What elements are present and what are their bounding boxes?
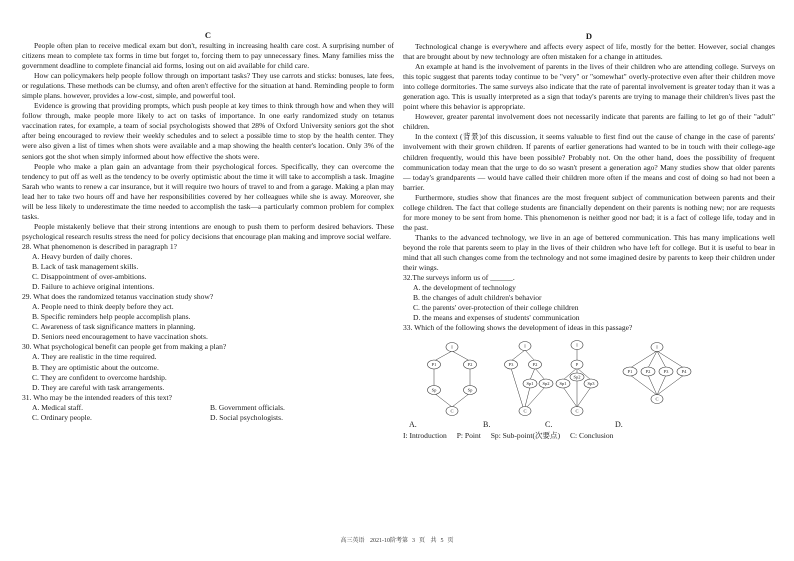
diagram-a-label-i: I: [451, 344, 453, 350]
diagram-a-label-p2: P2: [467, 362, 473, 368]
diagram-d-option-label: D.: [615, 420, 623, 430]
diagram-a-option-label: A.: [409, 420, 417, 430]
passage-d-paragraph-5: Furthermore, studies show that finances are the most frequent subject of communication between parents and their college children. The fact that college students are financially dependent on their parents is nothing new; nor are requests for more money to be sent from home. This phenomenon is neither good nor bad; it is a fact of college life, today and in the past.: [403, 192, 775, 232]
footer-course: 高三英语: [340, 538, 365, 544]
question-29-option-c: C. Awareness of task significance matters in planning.: [32, 322, 196, 332]
question-29-stem: 29. What does the randomized tetanus vaccination study show?: [22, 292, 214, 302]
diagram-a-svg: [417, 335, 487, 425]
passage-c-paragraph-5: People mistakenly believe that their strong intentions are enough to push them to perform desired behaviors. These psychological research results stress the need for policy decisions that encourage plan making and improve social welfare.: [22, 221, 394, 241]
diagram-c: [553, 335, 603, 428]
question-29-option-b: B. Specific reminders help people accomplish plans.: [32, 312, 191, 322]
section-d-heading: D: [585, 31, 593, 41]
diagram-b: [497, 335, 557, 428]
diagram-b-label-sp2: Sp2: [542, 381, 550, 387]
question-28-option-a: A. Heavy burden of daily chores.: [32, 251, 133, 261]
diagram-b-label-sp1: Sp1: [526, 381, 534, 387]
question-33-diagrams: [403, 335, 775, 443]
diagram-d: [619, 335, 699, 428]
footer-total-number: 5: [440, 538, 444, 544]
question-31-option-d: D. Social psychologists.: [210, 412, 283, 422]
question-30-option-b: B. They are optimistic about the outcome.: [32, 362, 159, 372]
footer-total-label: 共: [430, 538, 437, 544]
diagram-b-label-c: C: [523, 408, 527, 414]
passage-c-column: [22, 30, 394, 423]
passage-c-paragraph-3: Evidence is growing that providing prompts, which push people at key times to think through how and when they will follow through, make people more likely to act on tasks of importance. In one early randomized study on tetanus vaccination rates, for example, a team of social psychologists showed that 28% of Oxford University seniors got the shot after being encouraged to review their weekly schedules and to select a possible time to stop by the health center. They were also given a list of times when shots were available and a map showing the health center's location. Only 3% of the seniors got the shot when simply informed about how effective the shots were.: [22, 101, 394, 161]
diagram-c-option-label: C.: [545, 420, 553, 430]
footer-page-number: 3: [411, 538, 415, 544]
diagram-d-label-p4: P4: [681, 369, 687, 375]
diagram-b-label-i: I: [524, 343, 526, 349]
question-31-option-b: B. Government officials.: [210, 402, 285, 412]
diagram-c-svg: [553, 335, 603, 425]
question-28-stem: 28. What phenomenon is described in paragraph 1?: [22, 241, 177, 251]
question-32-option-a: A. the development of technology: [413, 283, 516, 293]
passage-d-paragraph-2: An example at hand is the involvement of parents in the lives of their children who are attending college. Surveys on this topic suggest that parents today continue to be "very" or "somewhat" overly-protective even after their children move into college dormitories. The same surveys also indicate that the rate of parental involvement is greater today than it was a generation ago. This is usually interpreted as a sign that today's parents are trying to manage their children's lives past the point where this behavior is appropriate.: [403, 62, 775, 112]
diagram-a-label-c: C: [450, 408, 454, 414]
question-28-option-b: B. Lack of task management skills.: [32, 262, 139, 272]
question-32-stem: 32.The surveys inform us of ______.: [403, 273, 515, 283]
question-30-option-d: D. They are careful with task arrangements.: [32, 382, 165, 392]
passage-d-paragraph-6: Thanks to the advanced technology, we live in an age of bettered communication. This has many implications well beyond the role that parents seem to play in the lives of their children who have left for college. But it is useful to bear in mind that all such changes come from the technology and not some imagined desire by parents to keep their children under their wings.: [403, 232, 775, 273]
passage-d-column: [403, 31, 775, 443]
diagram-b-option-label: B.: [483, 420, 491, 430]
diagram-d-label-p1: P1: [627, 369, 633, 375]
diagram-d-label-c: C: [655, 396, 659, 402]
diagram-a-label-sp-right: Sp: [467, 387, 473, 393]
diagram-d-label-p2: P2: [645, 369, 651, 375]
passage-d-paragraph-3: However, greater parental involvement does not necessarily indicate that parents are failing to let go of their "adult" children.: [403, 112, 775, 132]
question-30-stem: 30. What psychological benefit can people get from making a plan?: [22, 342, 227, 352]
passage-d-paragraph-4: In the context (背景)of this discussion, it seems valuable to first find out the cause of change in the case of parents' involvement with their grown children. If parents of earlier generations had wanted to be in touch with their college-age children frequently, would this have been possible? Probably not. On the other hand, does the possibility of frequent communication today mean that the urge to do so wasn't present a generation ago? Many studies show that older parents — today's grandparents — would have called their children more often if the means and cost of doing so had not been a barrier.: [403, 132, 775, 192]
question-31-option-a: A. Medical staff.: [32, 402, 83, 412]
diagram-c-label-p: P: [575, 362, 579, 368]
diagram-c-label-c: C: [575, 408, 579, 414]
diagram-c-label-i: I: [576, 342, 578, 348]
question-29-option-a: A. People need to think deeply before they act.: [32, 302, 174, 312]
diagram-b-label-p2: P2: [532, 362, 538, 368]
diagram-d-label-i: I: [656, 344, 658, 350]
legend-conclusion: C: Conclusion: [570, 431, 614, 441]
diagram-c-label-sp2: Sp2: [573, 374, 581, 380]
diagram-d-svg: [619, 335, 699, 425]
diagram-c-label-sp1: Sp1: [559, 381, 567, 387]
diagram-b-label-p3: P3: [508, 362, 514, 368]
diagram-c-label-sp3: Sp3: [587, 381, 595, 387]
diagram-d-label-p3: P3: [663, 369, 669, 375]
question-33-stem: 33. Which of the following shows the development of ideas in this passage?: [403, 323, 633, 333]
passage-d-paragraph-1: Technological change is everywhere and affects every aspect of life, mostly for the better. However, social changes that are brought about by new technology are often mistaken for a change in attitudes.: [403, 42, 775, 62]
legend-subpoint: Sp: Sub-point(次要点): [490, 431, 561, 441]
question-31-option-c: C. Ordinary people.: [32, 412, 92, 422]
question-32-option-d: D. the means and expenses of students' communication: [413, 313, 580, 323]
question-28-option-d: D. Failure to achieve original intentions.: [32, 282, 155, 292]
legend-point: P: Point: [456, 431, 481, 441]
footer-total-unit: 页: [447, 538, 454, 544]
passage-c-paragraph-2: How can policymakers help people follow through on important tasks? They use carrots and sticks: bonuses, late fees, or regulations. These methods can be clumsy, and often aren't effective for the situation at hand. Reminding people to form simple plans. however, provides a low-cost, simple, and powerful tool.: [22, 71, 394, 101]
question-29-option-d: D. Seniors need encouragement to have vaccination shots.: [32, 332, 208, 342]
legend-introduction: I: Introduction: [403, 431, 447, 441]
question-32-option-c: C. the parents' over-protection of their college children: [413, 303, 579, 313]
question-30-option-a: A. They are realistic in the time required.: [32, 352, 157, 362]
diagram-legend: [403, 431, 621, 441]
passage-c-paragraph-4: People who make a plan gain an advantage from their psychological forces. Specifically, they can overcome the tendency to put off as well as the tendency to be overly optimistic about the time it will take to accomplish a task. Imagine Sarah who wants to renew a car insurance, but it will require two hours of travel to and from a garage. Making a plan may lead her to take two hours off and have her responsibilities covered by her colleagues while she is away. Moreover, she will be less likely to underestimate the time needed to accomplish the task—a particularly common problem for complex tasks.: [22, 161, 394, 221]
diagram-b-svg: [497, 335, 557, 425]
footer-exam: 2021-10阶考第: [369, 538, 408, 544]
diagram-a-label-p1: P1: [431, 362, 437, 368]
question-32-option-b: B. the changes of adult children's behavior: [413, 293, 542, 303]
page-footer: [0, 535, 794, 544]
question-30-option-c: C. They are confident to overcome hardship.: [32, 372, 167, 382]
question-28-option-c: C. Disappointment of over-ambitions.: [32, 272, 147, 282]
section-c-heading: C: [204, 30, 212, 40]
passage-c-paragraph-1: People often plan to receive medical exam but don't, resulting in increasing health care cost. A surprising number of citizens mean to complete tax forms in time but forget to, forcing them to pay unnecessary fines. Many families miss the government deadline to complete financial aid forms, losing out on aid available for child care.: [22, 41, 394, 71]
question-31-stem: 31. Who may be the intended readers of this text?: [22, 392, 172, 402]
diagram-a: [417, 335, 487, 428]
diagram-a-label-sp-left: Sp: [431, 387, 437, 393]
question-31-options-row-2: [32, 413, 394, 423]
footer-page-unit: 页: [418, 538, 425, 544]
question-31-options-row-1: [32, 403, 394, 413]
